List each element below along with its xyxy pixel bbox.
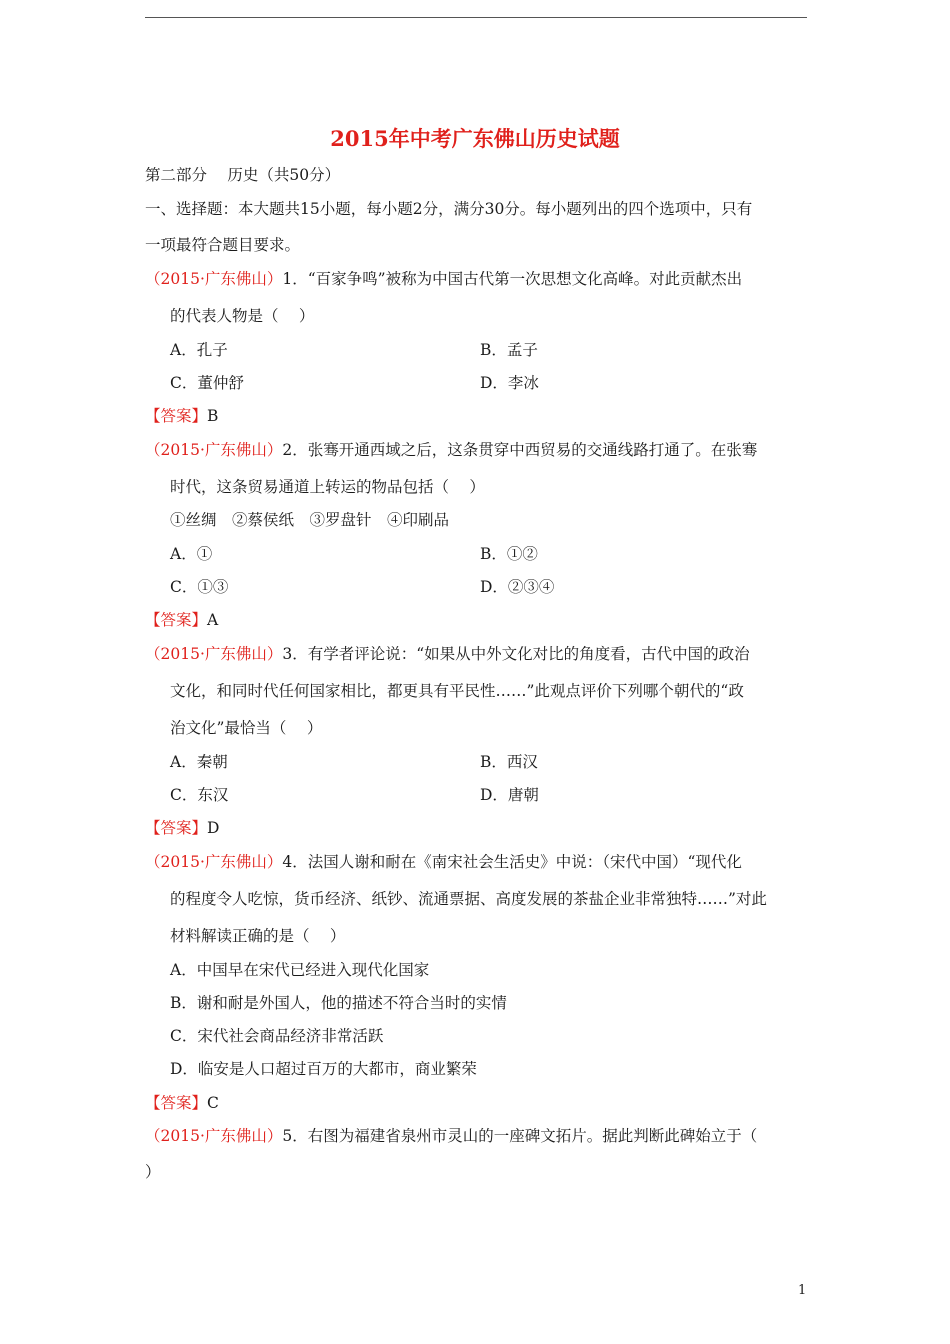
instructions-line-1: 一、选择题：本大题共15小题，每小题2分，满分30分。每小题列出的四个选项中，只有 [145, 200, 753, 218]
question-5-line-2: ） [145, 1163, 161, 1181]
answer-3 [145, 816, 219, 838]
page-number: 1 [798, 1283, 807, 1298]
option-b: B．西汉 [480, 753, 538, 771]
answer-value: A [207, 611, 219, 629]
question-text: 5．右图为福建省泉州市灵山的一座碑文拓片。据此判断此碑始立于（ [282, 1127, 758, 1145]
question-text: 3．有学者评论说：“如果从中外文化对比的角度看，古代中国的政治 [282, 645, 750, 663]
option-c: C．董仲舒 [170, 374, 244, 392]
option-b: B．谢和耐是外国人，他的描述不符合当时的实情 [170, 994, 507, 1012]
part-heading: 第二部分 历史（共50分） [145, 166, 341, 184]
option-a: A．孔子 [170, 341, 228, 359]
answer-tag: 【答案】 [145, 1094, 208, 1112]
question-1-line-2: 的代表人物是（ ） [170, 307, 315, 325]
question-1-line-1 [145, 267, 742, 289]
answer-value: B [207, 407, 219, 425]
answer-1 [145, 404, 218, 426]
answer-value: D [207, 819, 220, 837]
source-tag: （2015·广东佛山） [145, 853, 283, 871]
question-2-line-3: ①丝绸 ②蔡侯纸 ③罗盘针 ④印刷品 [170, 511, 450, 529]
answer-tag: 【答案】 [145, 407, 208, 425]
question-2-line-2: 时代，这条贸易通道上转运的物品包括（ ） [170, 478, 485, 496]
option-c: C．东汉 [170, 786, 229, 804]
source-tag: （2015·广东佛山） [145, 270, 283, 288]
question-3-line-1 [145, 642, 750, 664]
question-4-line-1 [145, 850, 742, 872]
answer-4 [145, 1091, 219, 1113]
header-rule [145, 17, 807, 18]
option-d: D．唐朝 [480, 786, 539, 804]
question-3-line-2: 文化，和同时代任何国家相比，都更具有平民性……”此观点评价下列哪个朝代的“政 [170, 682, 744, 700]
option-b: B．孟子 [480, 341, 538, 359]
question-3-line-3: 治文化”最恰当（ ） [170, 719, 323, 737]
source-tag: （2015·广东佛山） [145, 441, 283, 459]
answer-2 [145, 608, 218, 630]
question-text: 4．法国人谢和耐在《南宋社会生活史》中说：（宋代中国）“现代化 [282, 853, 742, 871]
source-tag: （2015·广东佛山） [145, 645, 283, 663]
option-d: D．李冰 [480, 374, 539, 392]
instructions-line-2: 一项最符合题目要求。 [145, 236, 301, 254]
option-a: A．① [170, 545, 213, 563]
question-4-line-2: 的程度令人吃惊，货币经济、纸钞、流通票据、高度发展的茶盐企业非常独特……”对此 [170, 890, 767, 908]
answer-value: C [207, 1094, 219, 1112]
option-c: C．宋代社会商品经济非常活跃 [170, 1027, 384, 1045]
page-title: 2015年中考广东佛山历史试题 [330, 126, 620, 151]
option-b: B．①② [480, 545, 538, 563]
answer-tag: 【答案】 [145, 611, 208, 629]
question-5-line-1 [145, 1124, 757, 1146]
option-c: C．①③ [170, 578, 229, 596]
question-4-line-3: 材料解读正确的是（ ） [170, 927, 346, 945]
option-d: D．临安是人口超过百万的大都市，商业繁荣 [170, 1060, 477, 1078]
question-text: 2．张骞开通西域之后，这条贯穿中西贸易的交通线路打通了。在张骞 [282, 441, 758, 459]
option-a: A．中国早在宋代已经进入现代化国家 [170, 961, 430, 979]
question-2-line-1 [145, 438, 757, 460]
question-text: 1．“百家争鸣”被称为中国古代第一次思想文化高峰。对此贡献杰出 [282, 270, 743, 288]
answer-tag: 【答案】 [145, 819, 208, 837]
source-tag: （2015·广东佛山） [145, 1127, 283, 1145]
option-a: A．秦朝 [170, 753, 228, 771]
option-d: D．②③④ [480, 578, 555, 596]
